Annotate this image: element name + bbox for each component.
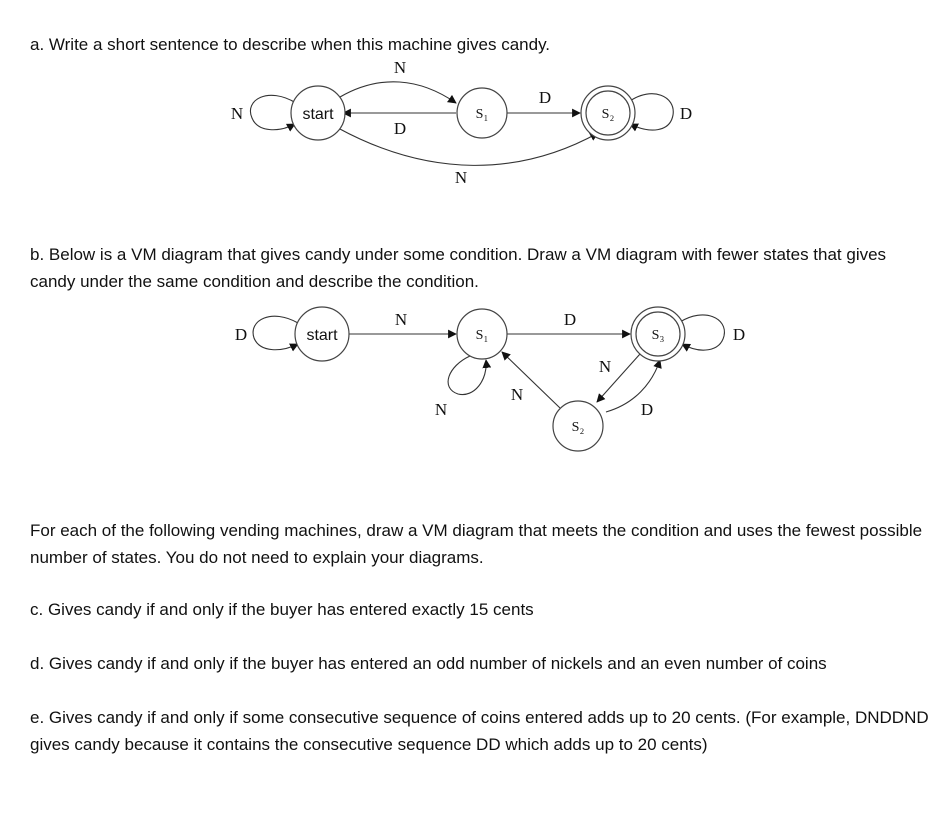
b-s3-self-loop xyxy=(680,315,724,350)
state-start-label: start xyxy=(302,106,334,123)
question-e: e. Gives candy if and only if some consecutive sequence of coins entered adds up to 20 cents. (For example, DNDDND gives candy because it contains the consecutive sequence DD which adds up to 20 cents) xyxy=(30,708,929,754)
question-c: c. Gives candy if and only if the buyer has entered exactly 15 cents xyxy=(30,600,534,619)
b-label-start-loop: D xyxy=(234,325,248,344)
b-label-s3-to-s2: N xyxy=(598,357,612,376)
intro-paragraph: For each of the following vending machines, draw a VM diagram that meets the condition and uses the fewest possible number of states. You do not need to explain your diagrams. xyxy=(30,521,923,567)
b-label-start-to-s1: N xyxy=(394,310,408,329)
b-s1-self-loop xyxy=(448,356,486,395)
label-start-loop: N xyxy=(230,104,244,123)
question-a: a. Write a short sentence to describe when this machine gives candy. xyxy=(30,35,551,54)
b-label-s1-loop: N xyxy=(434,400,448,419)
state-s2-label: S₂ xyxy=(601,107,615,122)
label-start-to-s1: N xyxy=(393,58,407,77)
b-state-s3-label: S₃ xyxy=(651,328,665,343)
b-state-s2-label: S₂ xyxy=(571,420,585,435)
b-label-s3-loop: D xyxy=(732,325,746,344)
b-label-s2-to-s3: D xyxy=(640,400,654,419)
b-label-s1-to-s3: D xyxy=(563,310,577,329)
question-b: b. Below is a VM diagram that gives candy under some condition. Draw a VM diagram with fewer states that gives candy under the same condition and describe the condition. xyxy=(30,245,887,291)
label-s1-to-start: D xyxy=(393,119,407,138)
label-s2-loop: D xyxy=(679,104,693,123)
state-s1-label: S₁ xyxy=(475,107,489,122)
b-state-start-label: start xyxy=(306,327,338,344)
b-start-self-loop xyxy=(253,316,298,350)
question-d: d. Gives candy if and only if the buyer has entered an odd number of nickels and an even number of coins xyxy=(30,654,827,673)
b-label-s2-to-s1: N xyxy=(510,385,524,404)
label-start-to-s2: N xyxy=(454,168,468,187)
label-s1-to-s2: D xyxy=(538,88,552,107)
b-state-s1-label: S₁ xyxy=(475,328,489,343)
